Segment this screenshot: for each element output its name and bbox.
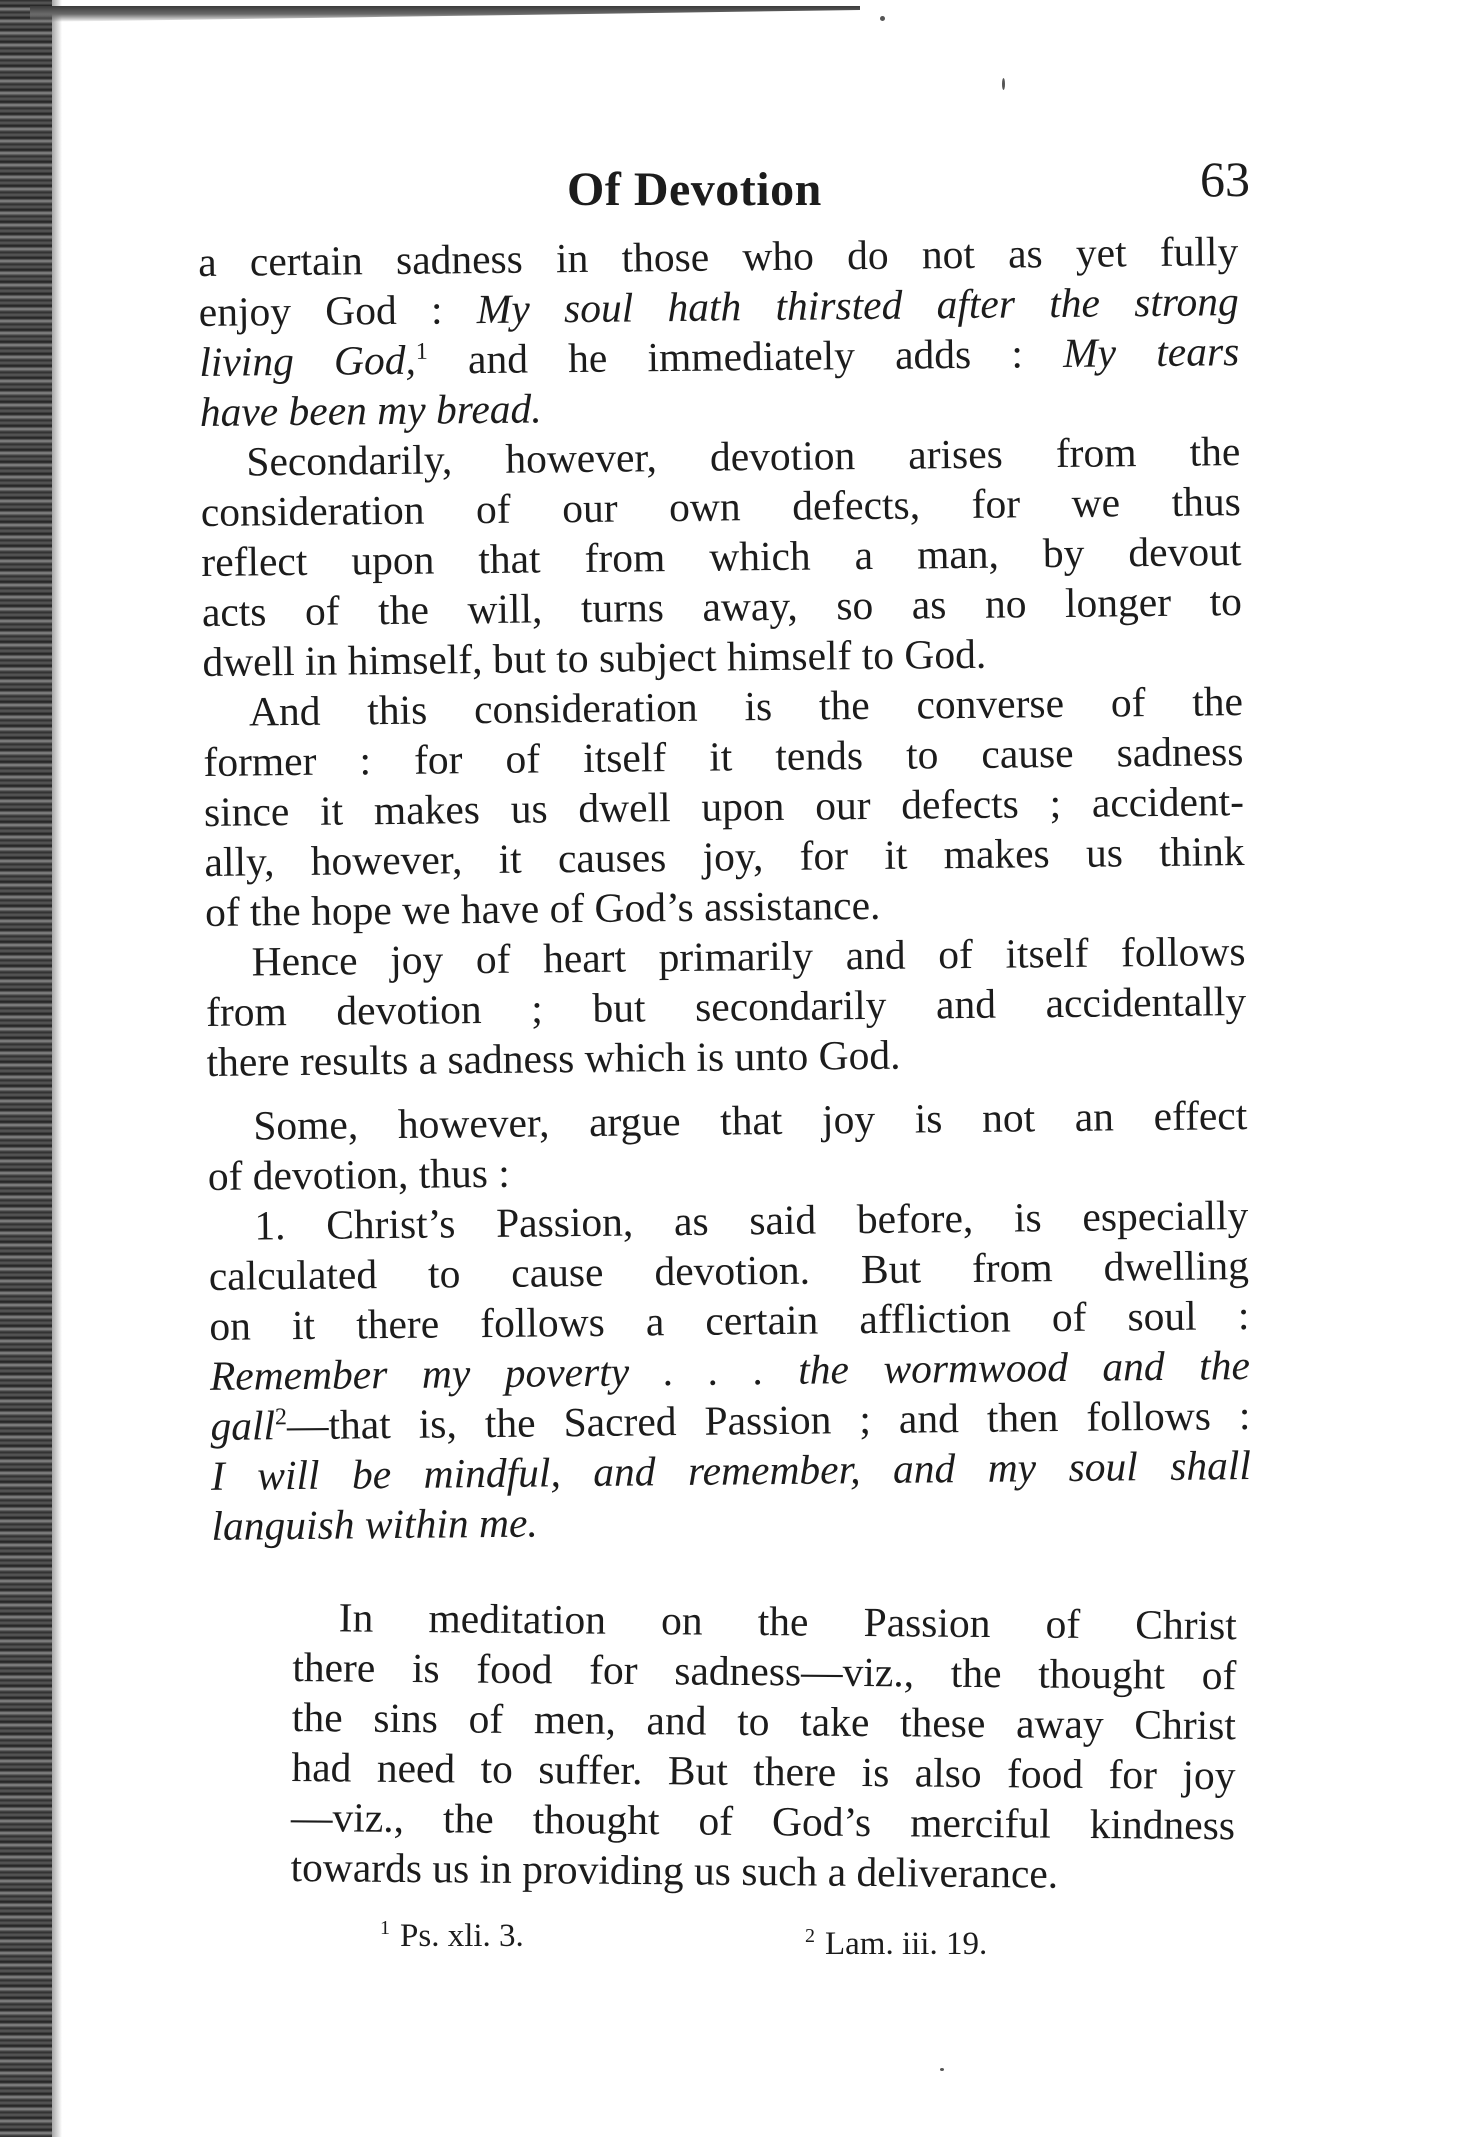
scripture-quote: languish within me. (211, 1499, 538, 1549)
text-line: on it there follows a certain affliction of soul : (209, 1292, 1250, 1349)
footnote-text: Ps. xli. 3. (400, 1918, 524, 1954)
scripture-quote: My tears (1062, 328, 1240, 376)
text-line: Some, however, argue that joy is not an effect (253, 1092, 1248, 1149)
text-line: —viz., the thought of God’s merciful kindness (290, 1793, 1236, 1849)
body-text (198, 227, 1252, 1552)
text-line: dwell in himself, but to subject himself to God. (202, 630, 987, 685)
text-line: had need to suffer. But there is also food for joy (291, 1743, 1236, 1799)
page-number: 63 (1200, 151, 1250, 207)
text-run: enjoy God : (198, 286, 478, 335)
footnote-text: Lam. iii. 19. (825, 1926, 988, 1962)
text-line: of the hope we have of God’s assistance. (204, 881, 881, 935)
text-line: of devotion, thus : (207, 1149, 511, 1199)
text-run: and he immediately adds : (427, 329, 1064, 383)
footnote-2 (805, 1925, 987, 1963)
scripture-quote: I will be mindful, and remember, and my soul shall (210, 1442, 1252, 1499)
scan-top-edge (30, 6, 860, 22)
text-line: a certain sadness in those who do not as yet fully (198, 228, 1239, 285)
running-title: Of Devotion (567, 163, 822, 216)
text-line: since it makes us dwell upon our defects ; accident- (203, 778, 1245, 835)
text-line: 1. Christ’s Passion, as said before, is especially (254, 1192, 1249, 1249)
scan-speck (940, 2068, 944, 2071)
text-line: towards us in providing us such a deliverance. (290, 1843, 1059, 1897)
footnotes (380, 1917, 1180, 1967)
footnote-ref: 2 (274, 1404, 288, 1431)
text-line: the sins of men, and to take these away Christ (291, 1693, 1237, 1749)
scan-speck (1002, 78, 1005, 90)
footnote-1 (380, 1917, 524, 1955)
text-line: former : for of itself it tends to cause sadness (203, 728, 1244, 785)
text-line: In meditation on the Passion of Christ (338, 1594, 1237, 1649)
meditation-block (290, 1593, 1237, 1901)
footnote-ref: 1 (415, 338, 428, 365)
text-line: calculated to cause devotion. But from dwelling (208, 1242, 1250, 1299)
text-line: there is food for sadness—viz., the thought of (292, 1643, 1237, 1699)
text-line: acts of the will, turns away, so as no longer to (201, 578, 1243, 635)
scripture-quote: living God, (199, 336, 417, 385)
scan-speck (880, 16, 885, 21)
text-line: And this consideration is the converse of the (248, 678, 1244, 735)
scripture-quote: gall (210, 1402, 276, 1449)
text-run: —that is, the Sacred Passion ; and then follows : (286, 1392, 1251, 1449)
text-line: from devotion ; but secondarily and accidentally (205, 978, 1247, 1035)
text-line: ally, however, it causes joy, for it makes us think (204, 828, 1245, 885)
scripture-quote: My soul hath thirsted after the strong (476, 278, 1239, 333)
text-line (211, 1491, 1251, 1552)
text-line: Hence joy of heart primarily and of itself follows (251, 928, 1246, 985)
scripture-quote: have been my bread. (199, 385, 542, 435)
text-line: reflect upon that from which a man, by devout (201, 528, 1242, 585)
page-header (200, 150, 1250, 220)
text-line: consideration of our own defects, for we thus (200, 478, 1242, 535)
scan-binding-edge (0, 0, 52, 2137)
text-line: there results a sadness which is unto God. (206, 1031, 901, 1085)
footnote-mark: 2 (805, 1925, 815, 1947)
scripture-quote: Remember my poverty . . . the wormwood and the (209, 1342, 1251, 1399)
text-line: Secondarily, however, devotion arises from the (246, 428, 1241, 485)
footnote-mark: 1 (380, 1917, 390, 1939)
scan-binding-shadow (52, 0, 62, 2137)
